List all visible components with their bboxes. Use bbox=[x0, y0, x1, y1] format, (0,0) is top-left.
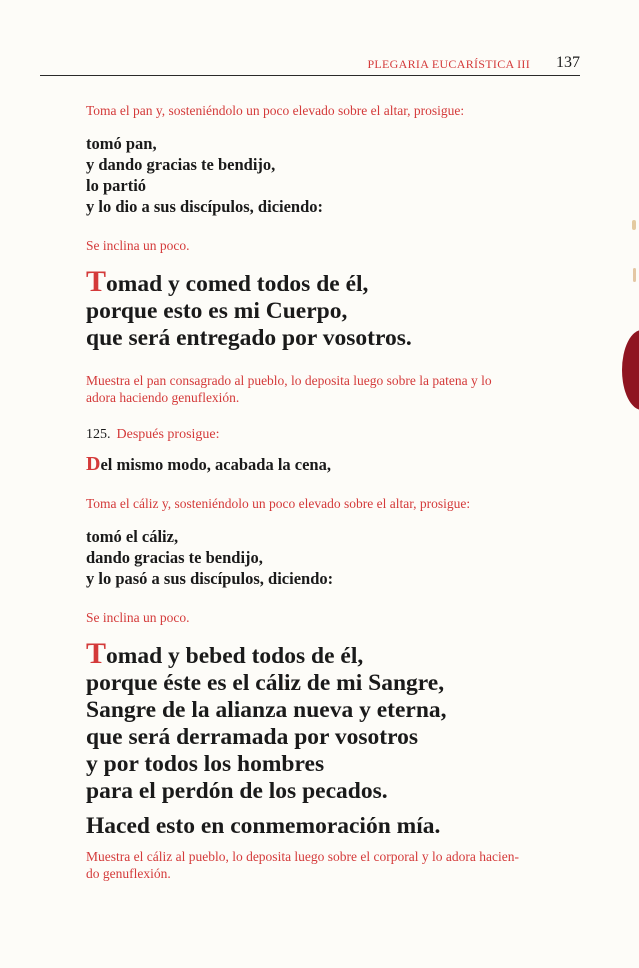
paragraph-number: 125. bbox=[86, 427, 111, 442]
text-line-rest: omad y bebed todos de él, bbox=[106, 643, 364, 669]
text-line: dando gracias te bendijo, bbox=[86, 548, 263, 567]
text-line: porque éste es el cáliz de mi Sangre, bbox=[86, 670, 445, 696]
text-line bbox=[86, 265, 591, 298]
text-line bbox=[86, 454, 591, 475]
rubric-show-bread bbox=[86, 372, 591, 406]
page-content bbox=[86, 96, 591, 882]
text-line: lo partió bbox=[86, 176, 147, 195]
paper-speck bbox=[632, 220, 636, 230]
drop-cap: D bbox=[86, 453, 101, 475]
text-line-rest: el mismo modo, acabada la cena, bbox=[100, 455, 331, 474]
rubric-bow: Se inclina un poco. bbox=[86, 238, 190, 253]
text-line: y dando gracias te bendijo, bbox=[86, 155, 276, 174]
text-line: y lo pasó a sus discípulos, diciendo: bbox=[86, 569, 334, 588]
rubric-continue: Después prosigue: bbox=[116, 427, 220, 442]
rubric-line: do genuflexión. bbox=[86, 866, 171, 881]
text-line: tomó el cáliz, bbox=[86, 527, 179, 546]
rubric-take-bread: Toma el pan y, sosteniéndolo un poco elevado sobre el altar, prosigue: bbox=[86, 103, 465, 118]
text-line-final: Haced esto en conmemoración mía. bbox=[86, 813, 441, 839]
consecration-wine bbox=[86, 637, 591, 840]
rubric-line: Muestra el pan consagrado al pueblo, lo deposita luego sobre la patena y lo bbox=[86, 373, 492, 388]
page-edge-ribbon bbox=[622, 330, 639, 410]
paragraph-125 bbox=[86, 426, 591, 444]
page-number: 137 bbox=[556, 54, 580, 71]
text-line-rest: omad y comed todos de él, bbox=[106, 271, 369, 297]
text-line: y por todos los hombres bbox=[86, 751, 325, 777]
text-line: porque esto es mi Cuerpo, bbox=[86, 298, 348, 324]
running-title: PLEGARIA EUCARÍSTICA III bbox=[367, 57, 530, 71]
text-block-supper bbox=[86, 454, 591, 475]
text-line bbox=[86, 637, 591, 670]
rubric-take-chalice: Toma el cáliz y, sosteniéndolo un poco elevado sobre el altar, prosigue: bbox=[86, 496, 471, 511]
text-line: para el perdón de los pecados. bbox=[86, 778, 388, 804]
rubric-line: adora haciendo genuflexión. bbox=[86, 390, 240, 405]
text-line: tomó pan, bbox=[86, 134, 157, 153]
drop-cap: T bbox=[86, 265, 107, 298]
text-block-chalice bbox=[86, 526, 591, 589]
rubric-bow-2: Se inclina un poco. bbox=[86, 610, 190, 625]
text-line: que será derramada por vosotros bbox=[86, 724, 419, 750]
text-line: Sangre de la alianza nueva y eterna, bbox=[86, 697, 447, 723]
page-header bbox=[40, 55, 580, 76]
text-line: que será entregado por vosotros. bbox=[86, 325, 412, 351]
paper-speck bbox=[633, 268, 636, 282]
rubric-line: Muestra el cáliz al pueblo, lo deposita luego sobre el corporal y lo adora hacien- bbox=[86, 849, 519, 864]
rubric-show-chalice bbox=[86, 848, 591, 882]
text-block-bread bbox=[86, 133, 591, 217]
text-line: y lo dio a sus discípulos, diciendo: bbox=[86, 197, 324, 216]
consecration-bread bbox=[86, 265, 591, 352]
drop-cap: T bbox=[86, 637, 107, 670]
